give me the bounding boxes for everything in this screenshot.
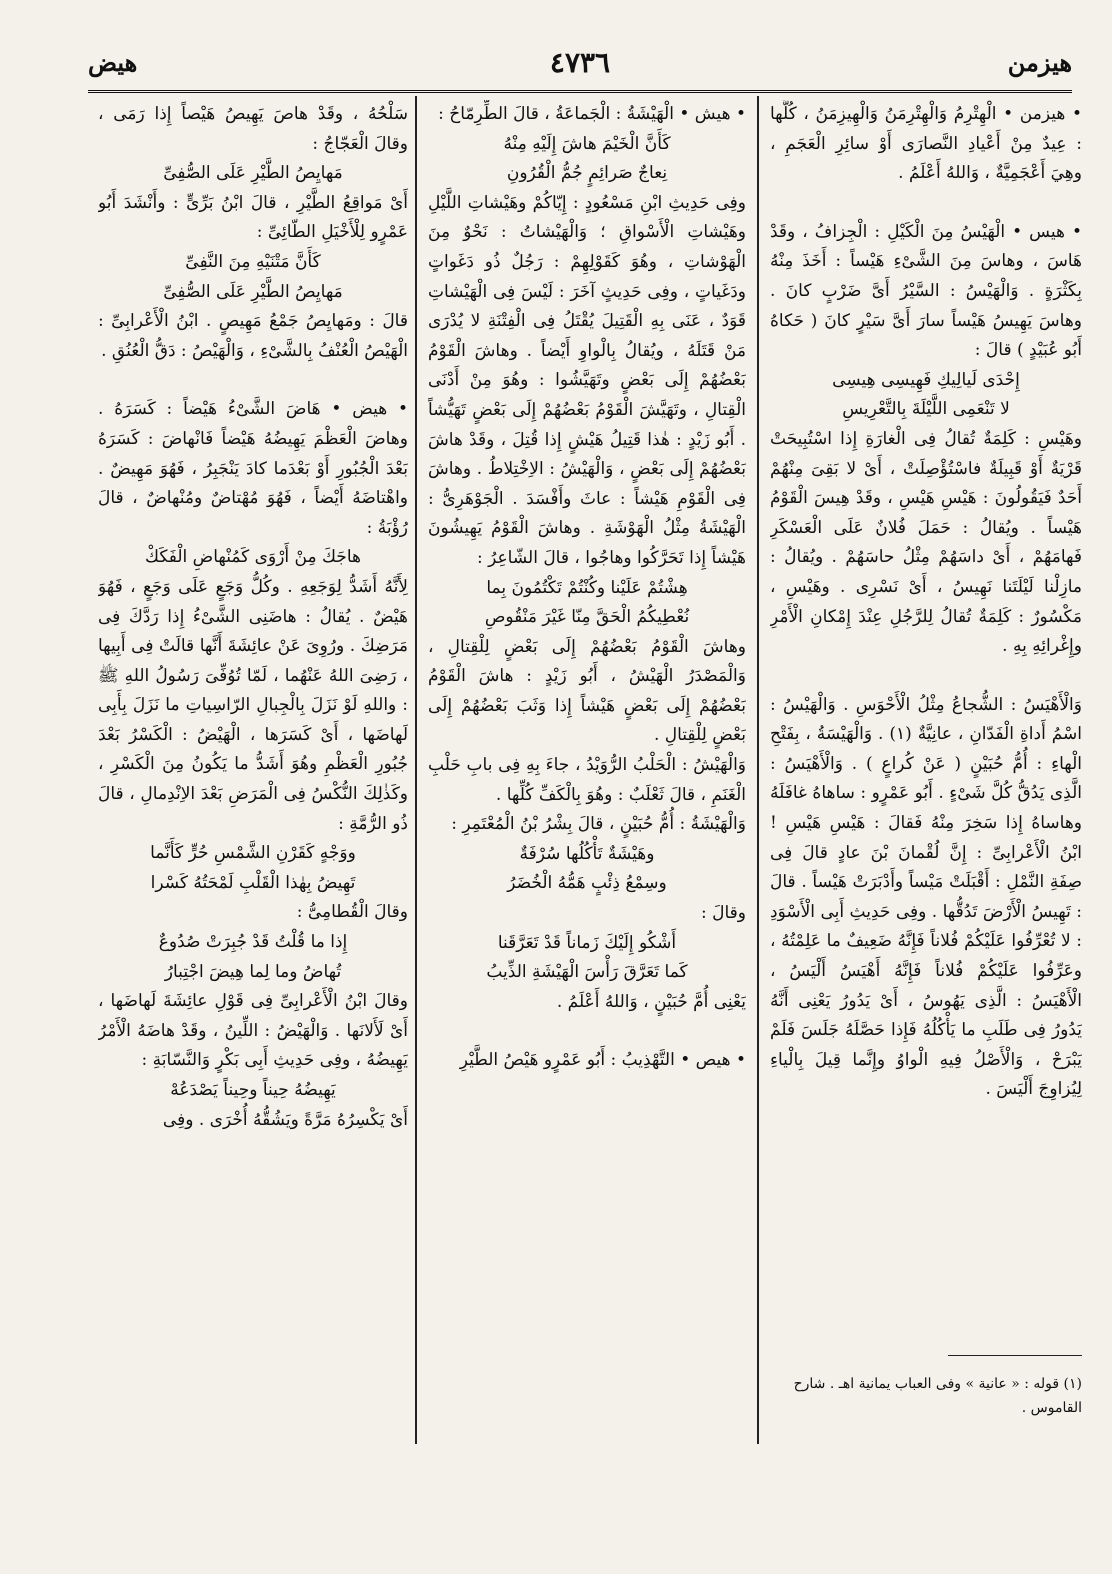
verse-line: ووَجْهٍ كَقَرْنِ الشَّمْسِ حُرٍّ كَأَنَّما <box>150 843 356 864</box>
verse-line: إِحْدَى لَيالِيكِ فَهِيسِى هِيسِى <box>832 369 1020 390</box>
verse-line: يَهِيضُهُ حِيناً وحِيناً يَصْدَعُهْ <box>170 1080 336 1100</box>
header-guide-word-right: هيزمن <box>1007 48 1072 77</box>
header-rule <box>88 90 1072 93</box>
paragraph: وفِى حَدِيثِ ابْنِ مَسْعُودٍ : إِيّاكُمْ وهَيْشاتِ اللَّيْلِ وهَيْشاتِ الْأَسْواقِ ؛ وَالْهَيْشاتُ : نَحْوٌ مِنَ الْهَوْشاتِ ، وهُوَ كَقَوْلِهِمْ : رَجُلٌ ذُو دَغَواتٍ ودَغَياتٍ ، وفِى حَدِيثٍ آخَرَ : لَيْسَ فِى الْهَيْشاتِ قَوَدٌ ، عَنَى بِهِ الْقَتِيلَ يُقْتَلُ فِى الْفِتْنَةِ لا يُدْرَى مَنْ قَتَلَهُ ، ويُقالُ بِالْواوِ أَيْضاً . وهاشَ الْقَوْمُ بَعْضُهُمْ إِلَى بَعْضٍ وتَهَيَّشُوا : وهُوَ مِنْ أَدْنَى الْقِتالِ ، وتَهَيَّشَ الْقَوْمُ بَعْضُهُمْ إِلَى بَعْضٍ تَهَيُّشاً . أَبُو زَيْدٍ : هٰذا قَتِيلُ هَيْشٍ إِذا قُتِلَ ، وقَدْ هاشَ بَعْضُهُمْ إِلَى بَعْضٍ ، وَالْهَيْشُ : الاِخْتِلاطُ . وهاشَ فِى الْقَوْمِ هَيْشاً : عاثَ وأَفْسَدَ . الْجَوْهَرِىُّ : الْهَيْشَةُ مِثْلُ الْهَوْشَةِ . وهاشَ الْقَوْمُ يَهِيشُونَ هَيْشاً إِذا تَحَرَّكُوا وهاجُوا ، قالَ الشّاعِرُ : <box>428 192 746 568</box>
paragraph: • هيزمن • الْهِتْرِمُ وَالْهِتْرِمَنُ وَالْهِيزِمَنُ ، كُلُّها : عِيدٌ مِنْ أَعْيادِ النَّصارَى أَوْ سائِرِ الْعَجَمِ ، وهِيَ أَعْجَمِيَّةٌ ، وَاللهُ أَعْلَمُ . <box>770 104 1082 184</box>
verse-line: تُهاضُ وما لِما هِيضَ اجْتِبارُ <box>164 961 342 982</box>
paragraph: قالَ : ومَهايِصُ جَمْعُ مَهِيصٍ . ابْنُ الْأَعْرابِىِّ : الْهَيْصُ الْعُنْفُ بِالشَّىْءِ ، وَالْهَيْصُ : دَقُّ الْعُنُقِ . <box>98 311 408 361</box>
column-middle <box>428 100 746 1435</box>
column-left <box>98 100 408 1435</box>
paragraph-gap <box>98 366 408 395</box>
verse-line: وهَيْشَةٌ تَأْكُلُها سُرْفَةٌ <box>519 843 655 864</box>
verse-line: أَشْكُو إِلَيْكَ زَماناً قَدْ تَعَرَّقَنا <box>497 932 677 953</box>
paragraph: لِأَنَّهُ أَشَدُّ لِوَجَعِهِ . وكُلُّ وَجَعٍ عَلَى وَجَعٍ ، فَهُوَ هَيْضٌ . يُقالُ : هاضَنِى الشَّىْءُ إِذا رَدَّكَ فِى مَرَضِكَ . ورُوِىَ عَنْ عائِشَةَ أَنَّها قالَتْ فِى أَبِيها ، رَضِىَ اللهُ عَنْهُما ، لَمّا تُوُفِّىَ رَسُولُ اللهِ ﷺ : واللهِ لَوْ نَزَلَ بِالْجِبالِ الرّاسِياتِ ما نَزَلَ بِأَبِى لَهاضَها ، أَىْ كَسَرَها ، الْهَيْضُ : الْكَسْرُ بَعْدَ جُبُورِ الْعَظْمِ وهُوَ أَشَدُّ ما يَكُونُ مِنَ الْكَسْرِ ، وكَذٰلِكَ النُّكْسُ فِى الْمَرَضِ بَعْدَ الاِنْدِمالِ ، قالَ ذُو الرُّمَّةِ : <box>98 576 408 834</box>
verse-line: تَهِيضُ بِهٰذا الْقَلْبِ لَمْحَتُهُ كَسْرا <box>150 872 356 893</box>
column-right <box>770 100 1082 1400</box>
header-guide-word-left: هيض <box>88 48 138 77</box>
footnote-rule <box>948 1355 1082 1356</box>
paragraph: وهاشَ الْقَوْمُ بَعْضُهُمْ إِلَى بَعْضٍ لِلْقِتالِ ، وَالْمَصْدَرُ الْهَيْشُ ، أَبُو زَيْدٍ : هاشَ الْقَوْمُ بَعْضُهُمْ إِلَى بَعْضٍ هَيْشاً إِذا وَثَبَ بَعْضُهُمْ إِلَى بَعْضٍ لِلْقِتالِ . <box>428 636 746 746</box>
verse-line: مَهايِصُ الطَّيْرِ عَلَى الصُّفِىِّ <box>163 281 343 302</box>
verse-line: كَأَنَّ الْخَيْمَ هاشَ إِلَيْهِ مِنْهُ <box>503 133 671 154</box>
page-header <box>88 40 1072 90</box>
paragraph: • هيس • الْهَيْسُ مِنَ الْكَيْلِ : الْجِزافُ ، وقَدْ هَاسَ ، وهاسَ مِنَ الشَّىْءِ هَيْساً : أَخَذَ مِنْهُ بِكَثْرَةٍ . وَالْهَيْسُ : السَّيْرُ أَىَّ ضَرْبٍ كانَ . وهاسَ يَهِيسُ هَيْساً سارَ أَىَّ سَيْرٍ كانَ ( حَكاهُ أَبُو عُبَيْدٍ ) قالَ : <box>770 221 1082 361</box>
column-divider-left <box>415 96 417 1444</box>
verse-line: نِعاجٌ صَرائِمٍ جُمُّ الْقُرُونِ <box>506 163 668 184</box>
paragraph: يَعْنِى أُمَّ حُبَيْنٍ ، وَاللهُ أَعْلَمُ . <box>556 991 746 1012</box>
column-divider-right <box>757 96 759 1444</box>
paragraph: أَىْ مَواقِعُ الطَّيْرِ ، قالَ ابْنُ بَرِّىٍّ : وأَنْشَدَ أَبُو عَمْرٍو لِلْأَخْيَلِ الطّائِىِّ : <box>98 192 408 243</box>
verse-line: نُعْطِيكُمُ الْحَقَّ مِنّا غَيْرَ مَنْقُوصِ <box>484 607 690 628</box>
verse-line: وسِمْعُ ذِئْبٍ هَمُّهُ الْخُضَرُ <box>507 873 667 894</box>
paragraph-gap <box>428 1017 746 1046</box>
verse-line: كَأَنَّ مَتْنَيْهِ مِنَ النَّفِىِّ <box>185 251 321 272</box>
paragraph: وقالَ : <box>701 903 746 924</box>
paragraph: • هيض • هَاضَ الشَّىْءُ هَيْضاً : كَسَرَهُ . وهاضَ الْعَظْمَ يَهِيضُهُ هَيْضاً فَانْهاضَ : كَسَرَهُ بَعْدَ الْجُبُورِ أَوْ بَعْدَما كادَ يَنْجَبِرُ ، فَهُوَ مَهِيضٌ . واهْتاضَهُ أَيْضاً ، فَهُوَ مُهْتاضٌ ومُنْهاضٌ ، قالَ رُؤْبَةُ : <box>98 399 408 538</box>
footnote: (١) قوله : « عانية » وفى العباب يمانية اهـ . شارح القاموس . <box>793 1376 1082 1416</box>
verse-line: كَما تَعَرَّقَ رَأْسَ الْهَيْشَةِ الذِّيبُ <box>486 962 688 983</box>
paragraph: وهَيْسِ : كَلِمَةٌ تُقالُ فِى الْغارَةِ إِذا اسْتُبِيحَتْ قَرْيَةٌ أَوْ قَبِيلَةٌ فاسْتُؤْصِلَتْ ، أَىْ لا بَقِىَ مِنْهُمْ أَحَدٌ فَيَقُولُونَ : هَيْسِ هَيْسِ ، وقَدْ هِيسَ الْقَوْمُ هَيْساً . ويُقالُ : حَمَلَ فُلانٌ عَلَى الْعَسْكَرِ فَهامَهُمْ ، أَىْ داسَهُمْ مِثْلُ حاسَهُمْ . ويُقالُ : مازِلْنا لَيْلَتَنا نَهِيسُ ، أَىْ نَسْرِى . وهَيْسِ ، مَكْسُورٌ : كَلِمَةٌ تُقالُ لِلرَّجُلِ عِنْدَ إِمْكانِ الْأَمْرِ وإِغْرائِهِ بِهِ . <box>770 428 1082 657</box>
verse-line: مَهايِصُ الطَّيْرِ عَلَى الصُّفِىِّ <box>163 163 343 184</box>
paragraph: وَالْهَيْشَةُ : أُمُّ حُبَيْنٍ ، قالَ بِشْرُ بْنُ الْمُعْتَمِرِ : <box>451 814 746 835</box>
paragraph: وَالْأَهْيَسُ : الشُّجاعُ مِثْلُ الْأَحْوَسِ . وَالْهَيْسُ : اسْمُ أَداةِ الْفَدّانِ ، عانِيَّةٌ (١) . وَالْهَيْسَةُ ، بِفَتْحِ الْهاءِ : أُمُّ حُبَيْنٍ ( عَنْ كُراعٍ ) . وَالْأَهْيَسُ : الَّذِى يَدُقُّ كُلَّ شَىْءٍ . أَبُو عَمْرٍو : ساهاهُ غافَلَهُ وهاساهُ إِذا سَخِرَ مِنْهُ فَقالَ : هَيْسِ هَيْسِ ! ابْنُ الْأَعْرابِىِّ : إِنَّ لُقْمانَ بْنَ عادٍ قالَ فِى صِفَةِ النَّمْلِ : أَقْبَلَتْ مَيْساً وأَدْبَرَتْ هَيْساً . قالَ : تَهِيسُ الْأَرْضَ تَدُقُّها . وفِى حَدِيثِ أَبِى الْأَسْوَدِ : لا تُعْرِّفُوا عَلَيْكُمْ فُلاناً فَإِنَّهُ ضَعِيفٌ ما عَلِمْتُهُ ، وعَرِّفُوا عَلَيْكُمْ فُلاناً فَإِنَّهُ أَهْيَسُ أَلْيَسُ ، الْأَهْيَسُ : الَّذِى يَهُوسُ ، أَىْ يَدُورُ يَعْنِى أَنَّهُ يَدُورُ فِى طَلَبِ ما يَأْكُلُهُ فَإِذا حَصَّلَهُ جَلَسَ فَلَمْ يَبْرَحْ ، وَالْأَصْلُ فِيهِ الْواوُ وإِنَّما قِيلَ بِالْياءِ لِيُزاوِجَ أَلْيَسَ . <box>770 694 1082 1100</box>
paragraph-gap <box>770 662 1082 691</box>
page-number: ٤٧٣٦ <box>549 46 611 79</box>
verse-line: لا تَنْعَمِى اللَّيْلَةَ بِالتَّعْرِيسِ <box>842 399 1010 420</box>
paragraph: سَلْحُهُ ، وقَدْ هاصَ يَهِيصُ هَيْصاً إِذا رَمَى ، وقالَ الْعَجّاجُ : <box>98 104 408 154</box>
paragraph-gap <box>770 189 1082 218</box>
paragraph: وقالَ ابْنُ الْأَعْرابِىِّ فِى قَوْلِ عائِشَةَ لَهاضَها ، أَىْ لَأَلانَها . وَالْهَيْضُ : اللِّينُ ، وقَدْ هاضَهُ الْأَمْرُ يَهِيضُهُ ، وفِى حَدِيثِ أَبِى بَكْرٍ وَالنَّسّابَةِ : <box>98 991 408 1071</box>
paragraph: وَالْهَيْشُ : الْحَلْبُ الرُّوَيْدُ ، جاءَ بِهِ فِى بابِ حَلْبِ الْغَنَمِ ، قالَ ثَعْلَبٌ : وهُوَ بِالْكَفِّ كُلِّها . <box>428 755 746 805</box>
paragraph: وقالَ الْقُطامِىُّ : <box>296 902 408 923</box>
paragraph: أَىْ يَكْسِرُهُ مَرَّةً ويَشُقُّهُ أُخْرَى . وفِى <box>162 1109 408 1130</box>
paragraph: • هيص • التَّهْذِيبُ : أَبُو عَمْرٍو هَيْصُ الطَّيْرِ <box>459 1050 746 1071</box>
verse-line: هاجَكَ مِنْ أَرْوَى كَمُنْهاضِ الْفَكَكْ <box>145 547 361 568</box>
verse-line: إِذا ما قُلْتُ قَدْ جُبِرَتْ صُدُوعٌ <box>158 932 348 953</box>
paragraph: • هيش • الْهَيْشَةُ : الْجَماعَةُ ، قالَ الطِّرِمّاحُ : <box>438 104 746 124</box>
verse-line: هِشْتُمْ عَلَيْنا وكُنْتُمْ تَكْتُمُونَ بِما <box>486 577 688 598</box>
